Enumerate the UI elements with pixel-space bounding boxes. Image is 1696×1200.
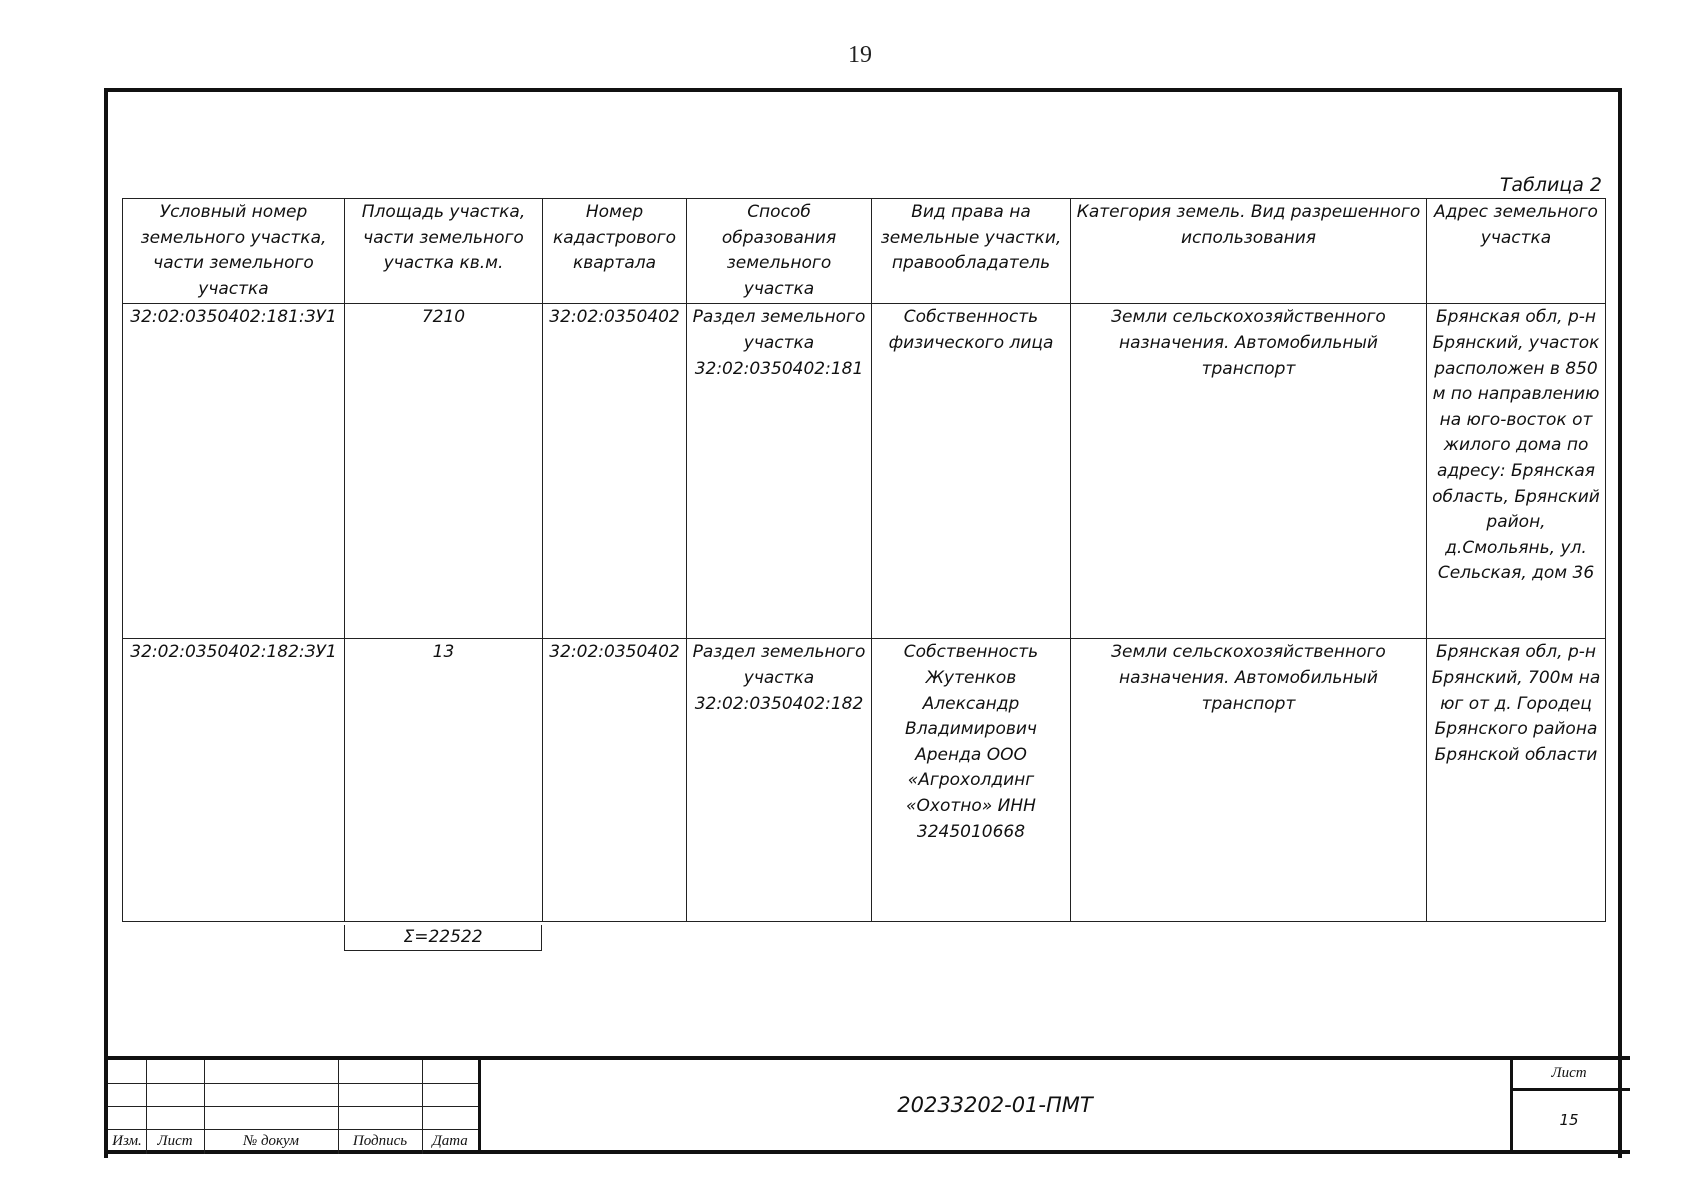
land-plots-table [122, 198, 1606, 922]
sheet-divider [1513, 1088, 1630, 1091]
sheet-label: Лист [1551, 1065, 1587, 1081]
label-document-number: № докум [243, 1133, 299, 1149]
revision-grid [108, 1060, 478, 1154]
label-date: Дата [432, 1133, 468, 1149]
page-number: 19 [848, 42, 872, 68]
cell-cadastral-quarter: 32:02:0350402 [543, 304, 687, 639]
header-plot-number: Условный номер земельного участка, части земельного участка [123, 199, 345, 304]
sheet-number: 15 [1559, 1111, 1579, 1129]
header-land-category: Категория земель. Вид разрешенного использования [1071, 199, 1427, 304]
cell-address: Брянская обл, р-н Брянский, участок расположен в 850 м по направлению на юго-восток от жилого дома по адресу: Брянская область, Брянский район, д.Смольянь, ул. Сельская, дом 36 [1427, 304, 1606, 639]
cell-plot-area: 13 [345, 639, 543, 922]
label-sheet: Лист [157, 1133, 193, 1149]
cell-right-type: Собственность Жутенков Александр Владимирович Аренда ООО «Агрохолдинг «Охотно» ИНН 3245010668 [872, 639, 1071, 922]
table-header-row [123, 199, 1606, 304]
header-address: Адрес земельного участка [1427, 199, 1606, 304]
cell-plot-number: 32:02:0350402:182:ЗУ1 [123, 639, 345, 922]
cell-formation-method: Раздел земельного участка 32:02:0350402:182 [687, 639, 872, 922]
cell-formation-method: Раздел земельного участка 32:02:0350402:181 [687, 304, 872, 639]
cell-address: Брянская обл, р-н Брянский, 700м на юг от д. Городец Брянского района Брянской области [1427, 639, 1606, 922]
label-change: Изм. [112, 1133, 142, 1149]
cell-plot-area: 7210 [345, 304, 543, 639]
cell-land-category: Земли сельскохозяйственного назначения. Автомобильный транспорт [1071, 639, 1427, 922]
table-row [123, 304, 1606, 639]
header-formation-method: Способ образования земельного участка [687, 199, 872, 304]
area-total: Σ=22522 [344, 925, 542, 951]
cell-cadastral-quarter: 32:02:0350402 [543, 639, 687, 922]
table-caption: Таблица 2 [1499, 174, 1602, 196]
cell-land-category: Земли сельскохозяйственного назначения. Автомобильный транспорт [1071, 304, 1427, 639]
header-right-type: Вид права на земельные участки, правообладатель [872, 199, 1071, 304]
header-plot-area: Площадь участка, части земельного участка кв.м. [345, 199, 543, 304]
label-signature: Подпись [352, 1133, 408, 1149]
table-row [123, 639, 1606, 922]
header-cadastral-quarter: Номер кадастрового квартала [543, 199, 687, 304]
document-code: 20233202-01-ПМТ [897, 1093, 1093, 1117]
cell-right-type: Собственность физического лица [872, 304, 1071, 639]
cell-plot-number: 32:02:0350402:181:ЗУ1 [123, 304, 345, 639]
title-block [108, 1056, 1630, 1154]
